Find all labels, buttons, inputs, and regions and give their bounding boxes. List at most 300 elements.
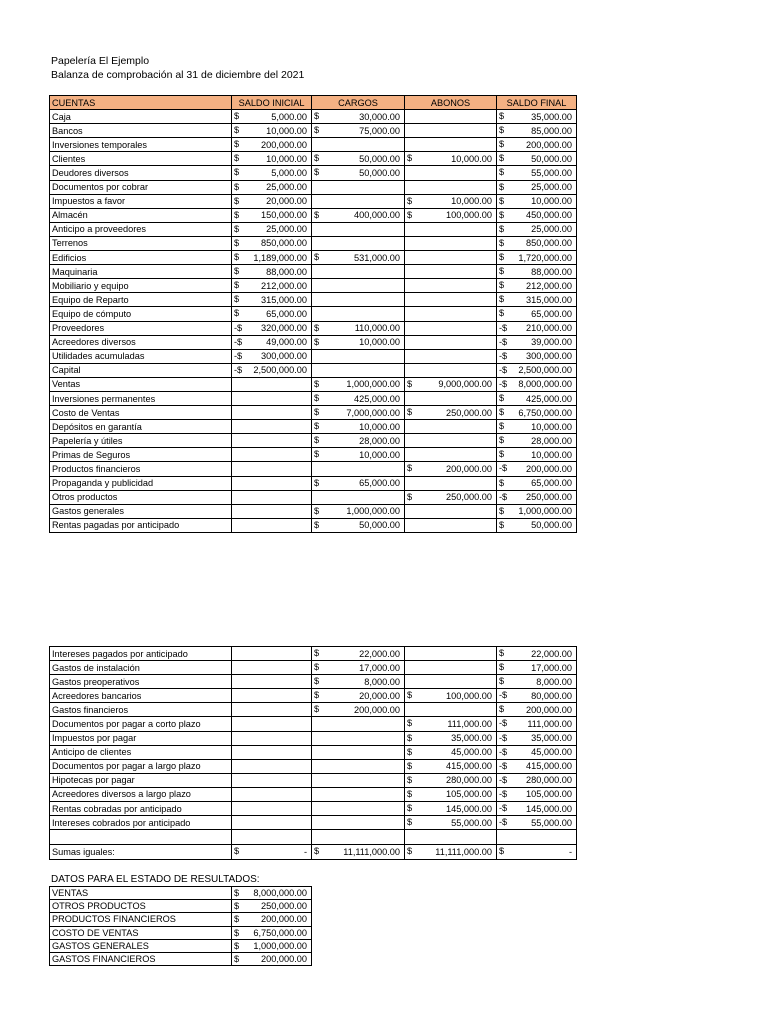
currency-sign: $	[499, 846, 505, 857]
amount-cell	[405, 830, 497, 845]
amount-cell	[497, 717, 577, 731]
account-name: Gastos generales	[50, 504, 232, 518]
amount-cell	[232, 448, 312, 462]
account-name: Equipo de cómputo	[50, 307, 232, 321]
currency-sign: $	[314, 111, 320, 122]
col-header-saldo-final: SALDO FINAL	[497, 96, 577, 110]
account-row	[50, 647, 577, 661]
amount-cell	[497, 110, 577, 124]
currency-sign: -$	[499, 463, 508, 474]
account-row	[50, 845, 577, 860]
amount-cell	[312, 773, 405, 787]
currency-sign: $	[407, 209, 413, 220]
account-row	[50, 307, 577, 321]
account-name: Depósitos en garantía	[50, 420, 232, 434]
account-name: Maquinaria	[50, 265, 232, 279]
currency-sign: -$	[499, 746, 508, 757]
account-name: Rentas cobradas por anticipado	[50, 802, 232, 816]
currency-sign: $	[314, 392, 320, 403]
amount-value: 5,000.00	[271, 168, 307, 179]
amount-cell	[232, 773, 312, 787]
currency-sign: $	[499, 139, 505, 150]
currency-sign: $	[407, 803, 413, 814]
amount-value: 10,000.00	[266, 125, 307, 136]
account-row	[50, 265, 577, 279]
amount-cell	[405, 845, 497, 860]
currency-sign: $	[234, 953, 240, 964]
amount-cell	[312, 363, 405, 377]
amount-value: 5,000.00	[271, 111, 307, 122]
income-data-row	[50, 887, 312, 900]
amount-cell	[312, 293, 405, 307]
account-row	[50, 434, 577, 448]
currency-sign: $	[314, 846, 320, 857]
currency-sign: $	[314, 477, 320, 488]
amount-value: 1,000,000.00	[346, 506, 400, 517]
amount-value: 8,000,000.00	[518, 379, 572, 390]
currency-sign: $	[234, 252, 240, 263]
col-header-abonos: ABONOS	[405, 96, 497, 110]
amount-value: 50,000.00	[359, 168, 400, 179]
currency-sign: $	[499, 648, 505, 658]
amount-cell	[497, 647, 577, 661]
currency-sign: $	[234, 846, 240, 857]
amount-cell	[312, 420, 405, 434]
currency-sign: $	[499, 477, 505, 488]
account-name: Sumas iguales:	[50, 845, 232, 860]
currency-sign: $	[499, 111, 505, 122]
amount-cell	[497, 434, 577, 448]
account-row	[50, 406, 577, 420]
currency-sign: $	[234, 901, 240, 912]
account-name: Capital	[50, 363, 232, 377]
amount-cell	[232, 647, 312, 661]
amount-cell	[232, 307, 312, 321]
currency-sign: $	[234, 927, 240, 938]
amount-value: 65,000.00	[531, 478, 572, 489]
currency-sign: $	[234, 914, 240, 925]
amount-cell	[312, 124, 405, 138]
amount-cell	[405, 476, 497, 490]
amount-value: 6,750,000.00	[253, 927, 307, 938]
amount-cell	[312, 490, 405, 504]
amount-cell	[232, 490, 312, 504]
amount-cell	[405, 265, 497, 279]
amount-cell	[232, 194, 312, 208]
currency-sign: -$	[234, 350, 243, 361]
currency-sign: $	[314, 378, 320, 389]
amount-cell	[232, 504, 312, 518]
amount-value: 1,000,000.00	[518, 506, 572, 517]
currency-sign: $	[407, 817, 413, 828]
currency-sign: $	[407, 463, 413, 474]
amount-cell	[497, 773, 577, 787]
amount-value: 250,000.00	[446, 407, 492, 418]
amount-cell	[405, 180, 497, 194]
currency-sign: -$	[234, 364, 243, 375]
amount-value: 11,111,000.00	[343, 847, 400, 858]
amount-cell	[312, 504, 405, 518]
currency-sign: $	[407, 690, 413, 701]
amount-cell	[497, 236, 577, 250]
amount-value: 10,000.00	[531, 196, 572, 207]
amount-cell	[232, 845, 312, 860]
amount-cell	[497, 675, 577, 689]
income-data-row	[50, 913, 312, 926]
amount-cell	[497, 321, 577, 335]
currency-sign: $	[314, 690, 320, 701]
amount-value: 49,000.00	[266, 337, 307, 348]
account-name: Gastos de instalación	[50, 661, 232, 675]
amount-value: 8,000.00	[536, 676, 572, 687]
amount-value: 212,000.00	[261, 280, 307, 291]
amount-cell	[312, 731, 405, 745]
amount-value: 45,000.00	[451, 747, 492, 758]
amount-value: 20,000.00	[266, 196, 307, 207]
account-row	[50, 138, 577, 152]
amount-cell	[232, 138, 312, 152]
amount-cell	[497, 363, 577, 377]
amount-cell	[497, 208, 577, 222]
amount-cell	[497, 787, 577, 801]
currency-sign: $	[314, 435, 320, 446]
account-name: Ventas	[50, 377, 232, 391]
amount-value: 55,000.00	[531, 817, 572, 828]
currency-sign: $	[499, 308, 505, 319]
income-item-name: OTROS PRODUCTOS	[50, 900, 232, 913]
currency-sign: $	[499, 704, 505, 715]
account-row	[50, 504, 577, 518]
amount-cell	[497, 462, 577, 476]
currency-sign: $	[314, 662, 320, 673]
amount-cell	[232, 180, 312, 194]
amount-value: 10,000.00	[359, 449, 400, 460]
amount-cell	[405, 448, 497, 462]
amount-value: 210,000.00	[526, 323, 572, 334]
amount-value: 75,000.00	[359, 125, 400, 136]
account-row	[50, 830, 577, 845]
amount-cell	[232, 689, 312, 703]
amount-cell	[312, 222, 405, 236]
amount-value: 30,000.00	[359, 111, 400, 122]
currency-sign: $	[234, 940, 240, 951]
amount-cell	[312, 717, 405, 731]
account-name: Intereses pagados por anticipado	[50, 647, 232, 661]
amount-value: 320,000.00	[261, 323, 307, 334]
amount-cell	[232, 363, 312, 377]
income-item-name: VENTAS	[50, 887, 232, 900]
currency-sign: $	[499, 505, 505, 516]
currency-sign: $	[407, 846, 413, 857]
amount-cell	[497, 349, 577, 363]
amount-value: 65,000.00	[266, 308, 307, 319]
amount-value: 25,000.00	[266, 182, 307, 193]
currency-sign: $	[314, 252, 320, 263]
amount-cell	[497, 689, 577, 703]
currency-sign: $	[314, 421, 320, 432]
amount-cell	[312, 845, 405, 860]
amount-cell	[232, 745, 312, 759]
amount-cell	[497, 265, 577, 279]
currency-sign: $	[499, 519, 505, 530]
account-row	[50, 180, 577, 194]
account-name: Gastos financieros	[50, 703, 232, 717]
amount-value: 110,000.00	[354, 323, 400, 334]
amount-cell	[405, 689, 497, 703]
amount-cell	[232, 377, 312, 391]
currency-sign: $	[407, 378, 413, 389]
amount-value: 280,000.00	[446, 775, 492, 786]
amount-cell	[312, 152, 405, 166]
amount-cell	[405, 124, 497, 138]
amount-value: 2,500,000.00	[518, 365, 572, 376]
currency-sign: $	[314, 407, 320, 418]
income-data-row	[50, 900, 312, 913]
income-data-row	[50, 952, 312, 965]
currency-sign: $	[499, 181, 505, 192]
amount-cell	[405, 321, 497, 335]
amount-cell	[497, 802, 577, 816]
amount-cell	[312, 745, 405, 759]
amount-value: 415,000.00	[526, 761, 572, 772]
amount-value: 35,000.00	[531, 111, 572, 122]
amount-value: 50,000.00	[359, 153, 400, 164]
amount-cell	[405, 391, 497, 405]
amount-cell	[497, 391, 577, 405]
amount-cell	[232, 420, 312, 434]
amount-value: 6,750,000.00	[518, 407, 572, 418]
amount-cell	[232, 717, 312, 731]
account-row	[50, 802, 577, 816]
income-item-name: GASTOS FINANCIEROS	[50, 952, 232, 965]
account-name: Proveedores	[50, 321, 232, 335]
amount-cell	[405, 434, 497, 448]
income-data-row	[50, 926, 312, 939]
currency-sign: $	[234, 111, 240, 122]
currency-sign: $	[499, 266, 505, 277]
currency-sign: $	[234, 139, 240, 150]
account-row	[50, 518, 577, 532]
currency-sign: $	[407, 774, 413, 785]
amount-cell	[405, 759, 497, 773]
amount-cell	[232, 236, 312, 250]
amount-value: 28,000.00	[359, 435, 400, 446]
amount-value: 1,189,000.00	[253, 252, 307, 263]
account-name: Mobiliario y equipo	[50, 279, 232, 293]
amount-cell	[497, 152, 577, 166]
currency-sign: -$	[499, 491, 508, 502]
amount-value: 85,000.00	[531, 125, 572, 136]
amount-cell	[497, 166, 577, 180]
amount-value: 300,000.00	[526, 351, 572, 362]
amount-cell	[405, 349, 497, 363]
amount-value: 35,000.00	[531, 733, 572, 744]
account-name: Documentos por cobrar	[50, 180, 232, 194]
amount-value: 100,000.00	[446, 210, 492, 221]
amount-value: 28,000.00	[531, 435, 572, 446]
currency-sign: $	[407, 153, 413, 164]
currency-sign: $	[499, 676, 505, 687]
currency-sign: $	[499, 280, 505, 291]
amount-cell	[497, 180, 577, 194]
amount-cell	[232, 166, 312, 180]
amount-value: 17,000.00	[531, 662, 572, 673]
amount-value: 400,000.00	[354, 210, 400, 221]
amount-cell	[497, 703, 577, 717]
amount-cell	[405, 731, 497, 745]
account-name: Anticipo de clientes	[50, 745, 232, 759]
amount-cell	[497, 661, 577, 675]
amount-cell	[405, 138, 497, 152]
amount-value: 1,720,000.00	[518, 252, 572, 263]
account-row	[50, 363, 577, 377]
amount-value: 415,000.00	[446, 761, 492, 772]
account-row	[50, 251, 577, 265]
trial-balance-table-page1	[49, 95, 577, 533]
account-name: Inversiones temporales	[50, 138, 232, 152]
amount-cell	[312, 208, 405, 222]
currency-sign: -$	[499, 803, 508, 814]
amount-cell	[312, 279, 405, 293]
amount-cell	[232, 887, 312, 900]
amount-value: 250,000.00	[446, 492, 492, 503]
currency-sign: $	[499, 223, 505, 234]
amount-value: 55,000.00	[451, 817, 492, 828]
currency-sign: -$	[499, 774, 508, 785]
amount-cell	[312, 462, 405, 476]
currency-sign: $	[499, 449, 505, 460]
amount-cell	[405, 166, 497, 180]
account-name: Caja	[50, 110, 232, 124]
currency-sign: -$	[499, 788, 508, 799]
amount-cell	[232, 913, 312, 926]
amount-cell	[232, 787, 312, 801]
amount-cell	[312, 307, 405, 321]
currency-sign: $	[499, 237, 505, 248]
currency-sign: $	[234, 280, 240, 291]
currency-sign: -$	[499, 690, 508, 701]
account-row	[50, 166, 577, 180]
amount-cell	[312, 406, 405, 420]
amount-cell	[312, 476, 405, 490]
amount-cell	[312, 689, 405, 703]
amount-cell	[232, 731, 312, 745]
amount-value: 111,000.00	[447, 719, 492, 730]
currency-sign: -$	[499, 378, 508, 389]
amount-cell	[497, 279, 577, 293]
currency-sign: $	[234, 308, 240, 319]
currency-sign: $	[407, 195, 413, 206]
amount-cell	[497, 490, 577, 504]
amount-cell	[232, 391, 312, 405]
account-name: Propaganda y publicidad	[50, 476, 232, 490]
amount-value: 50,000.00	[359, 520, 400, 531]
amount-cell	[497, 759, 577, 773]
currency-sign: $	[234, 195, 240, 206]
account-name: Hipotecas por pagar	[50, 773, 232, 787]
amount-cell	[232, 321, 312, 335]
amount-value: 300,000.00	[261, 351, 307, 362]
amount-value: 25,000.00	[266, 224, 307, 235]
amount-value: 10,000.00	[451, 196, 492, 207]
income-item-name: COSTO DE VENTAS	[50, 926, 232, 939]
account-name: Documentos por pagar a corto plazo	[50, 717, 232, 731]
currency-sign: $	[499, 435, 505, 446]
currency-sign: $	[499, 252, 505, 263]
amount-value: 10,000.00	[451, 153, 492, 164]
amount-value: 250,000.00	[261, 901, 307, 912]
account-name: Intereses cobrados por anticipado	[50, 816, 232, 830]
currency-sign: $	[234, 167, 240, 178]
currency-sign: $	[407, 732, 413, 743]
col-header-saldo-inicial: SALDO INICIAL	[232, 96, 312, 110]
amount-cell	[405, 335, 497, 349]
amount-cell	[405, 194, 497, 208]
amount-value: 1,000,000.00	[346, 379, 400, 390]
account-row	[50, 816, 577, 830]
amount-value: 25,000.00	[531, 182, 572, 193]
currency-sign: $	[407, 491, 413, 502]
trial-balance-table-page2	[49, 646, 577, 860]
currency-sign: $	[499, 209, 505, 220]
amount-cell	[232, 124, 312, 138]
currency-sign: -$	[499, 364, 508, 375]
account-row	[50, 420, 577, 434]
amount-cell	[312, 349, 405, 363]
account-name	[50, 830, 232, 845]
account-name: Anticipo a proveedores	[50, 222, 232, 236]
currency-sign: $	[234, 153, 240, 164]
amount-value: 39,000.00	[531, 337, 572, 348]
amount-value: 10,000.00	[531, 421, 572, 432]
amount-value: 1,000,000.00	[253, 940, 307, 951]
account-row	[50, 279, 577, 293]
amount-value: 100,000.00	[446, 690, 492, 701]
account-row	[50, 124, 577, 138]
amount-value: 150,000.00	[261, 210, 307, 221]
amount-cell	[232, 802, 312, 816]
currency-sign: $	[314, 336, 320, 347]
amount-cell	[312, 110, 405, 124]
amount-cell	[312, 802, 405, 816]
amount-cell	[497, 745, 577, 759]
currency-sign: $	[234, 294, 240, 305]
amount-value: 200,000.00	[446, 463, 492, 474]
account-row	[50, 675, 577, 689]
amount-value: 111,000.00	[527, 719, 572, 730]
account-row	[50, 194, 577, 208]
account-row	[50, 236, 577, 250]
amount-cell	[497, 830, 577, 845]
amount-value: 9,000,000.00	[438, 379, 492, 390]
amount-cell	[312, 321, 405, 335]
amount-cell	[312, 647, 405, 661]
amount-cell	[497, 420, 577, 434]
amount-cell	[232, 279, 312, 293]
income-item-name: PRODUCTOS FINANCIEROS	[50, 913, 232, 926]
account-name: Inversiones permanentes	[50, 391, 232, 405]
account-row	[50, 773, 577, 787]
amount-value: 7,000,000.00	[346, 407, 400, 418]
account-row	[50, 759, 577, 773]
amount-cell	[312, 787, 405, 801]
currency-sign: $	[234, 209, 240, 220]
account-name: Utilidades acumuladas	[50, 349, 232, 363]
amount-cell	[312, 265, 405, 279]
account-row	[50, 152, 577, 166]
amount-value: 2,500,000.00	[253, 365, 307, 376]
account-row	[50, 689, 577, 703]
